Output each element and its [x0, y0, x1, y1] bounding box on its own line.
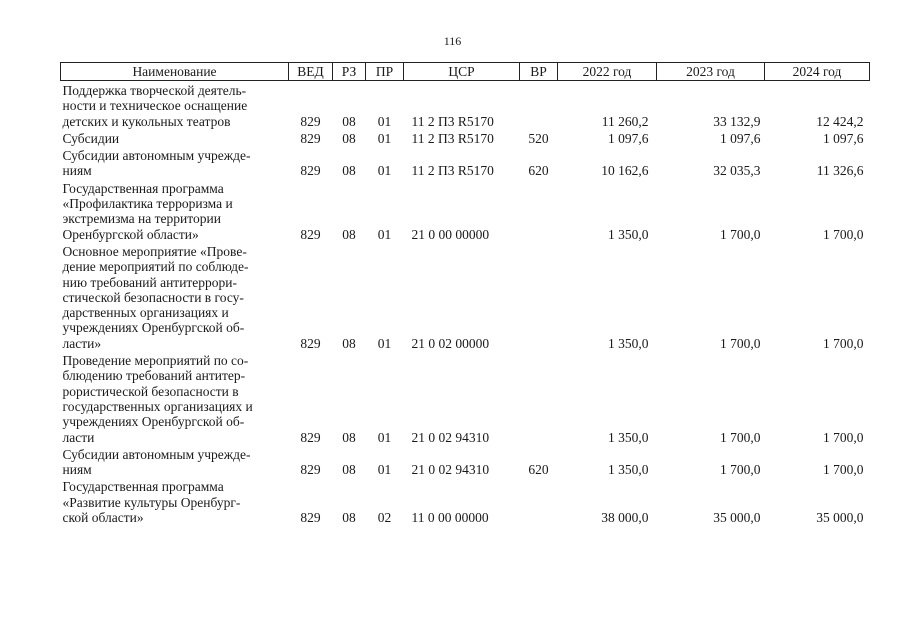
cell-ved: 829	[300, 510, 321, 526]
cell-year-2023: 1 097,6	[720, 130, 761, 146]
name-line: ласти	[62, 429, 95, 445]
cell-csr: 21 0 02 00000	[411, 335, 490, 351]
name-line: стической безопасности в госу-	[62, 289, 244, 305]
table-row	[61, 351, 870, 445]
name-line: экстремизма на территории	[62, 211, 221, 227]
table-row	[61, 242, 870, 351]
cell-csr: 21 0 02 94310	[411, 429, 490, 445]
cell-year-2024: 1 097,6	[823, 130, 864, 146]
cell-vr	[520, 351, 558, 445]
name-line: Проведение мероприятий по со-	[62, 353, 249, 369]
cell-pr: 01	[377, 130, 392, 146]
budget-table	[60, 62, 870, 525]
cell-year-2022: 38 000,0	[601, 510, 649, 526]
cell-year-2023: 32 035,3	[713, 163, 761, 179]
name-line: ниям	[62, 462, 92, 478]
page-number: 116	[443, 34, 462, 48]
name-line: ниям	[62, 163, 92, 179]
cell-name	[61, 242, 289, 351]
header-year-2022: 2022 год	[558, 63, 657, 81]
cell-vr: 620	[528, 163, 549, 179]
cell-pr: 01	[377, 113, 392, 129]
name-line: учреждениях Оренбургской об-	[62, 414, 245, 430]
cell-name	[61, 146, 289, 179]
cell-ved: 829	[300, 462, 321, 478]
name-line: Государственная программа	[62, 180, 224, 196]
cell-vr	[520, 242, 558, 351]
header-rz: РЗ	[333, 63, 366, 81]
name-line: Субсидии	[62, 130, 120, 146]
cell-year-2024: 1 700,0	[823, 226, 864, 242]
cell-csr: 21 0 00 00000	[411, 226, 490, 242]
cell-year-2024: 35 000,0	[816, 510, 864, 526]
table-row	[61, 129, 870, 146]
name-line: Субсидии автономным учрежде-	[62, 148, 251, 164]
cell-name	[61, 445, 289, 478]
header-year-2024: 2024 год	[765, 63, 870, 81]
name-line: нию требований антитеррори-	[62, 274, 238, 290]
header-pr: ПР	[366, 63, 404, 81]
cell-year-2023: 1 700,0	[720, 226, 761, 242]
header-csr: ЦСР	[404, 63, 520, 81]
name-line: государственных организациях и	[62, 398, 253, 414]
cell-vr	[520, 81, 558, 129]
cell-rz: 08	[342, 510, 356, 526]
cell-ved: 829	[300, 335, 321, 351]
cell-year-2022: 1 350,0	[608, 226, 649, 242]
cell-year-2022: 1 097,6	[608, 130, 649, 146]
cell-vr: 520	[528, 130, 549, 146]
cell-name	[61, 179, 289, 242]
cell-pr: 02	[377, 510, 392, 526]
table-row	[61, 146, 870, 179]
name-line: ласти»	[62, 335, 102, 351]
name-line: рористической безопасности в	[62, 383, 239, 399]
cell-ved: 829	[300, 163, 321, 179]
table-row	[61, 81, 870, 129]
name-line: дарственных организациях и	[62, 305, 229, 321]
cell-pr: 01	[377, 163, 392, 179]
cell-vr: 620	[528, 462, 549, 478]
header-vr: ВР	[520, 63, 558, 81]
cell-pr: 01	[377, 429, 392, 445]
cell-year-2024: 1 700,0	[823, 335, 864, 351]
cell-rz: 08	[342, 226, 356, 242]
cell-rz: 08	[342, 429, 356, 445]
cell-rz: 08	[342, 113, 356, 129]
name-line: ности и техническое оснащение	[62, 98, 248, 114]
name-line: «Развитие культуры Оренбург-	[62, 494, 241, 510]
cell-csr: 11 2 П3 R5170	[411, 113, 494, 129]
cell-csr: 11 2 П3 R5170	[411, 163, 494, 179]
cell-year-2023: 1 700,0	[720, 335, 761, 351]
header-ved: ВЕД	[289, 63, 333, 81]
name-line: детских и кукольных театров	[62, 113, 231, 129]
cell-pr: 01	[377, 462, 392, 478]
cell-year-2023: 1 700,0	[720, 462, 761, 478]
cell-year-2023: 35 000,0	[713, 510, 761, 526]
table-row	[61, 445, 870, 478]
cell-rz: 08	[342, 335, 356, 351]
table-header-row	[61, 63, 870, 81]
cell-year-2024: 1 700,0	[823, 462, 864, 478]
cell-pr: 01	[377, 335, 392, 351]
cell-name	[61, 81, 289, 129]
name-line: дение мероприятий по соблюде-	[62, 259, 249, 275]
name-line: блюдению требований антитер-	[62, 368, 246, 384]
cell-year-2022: 1 350,0	[608, 335, 649, 351]
cell-year-2024: 11 326,6	[816, 163, 864, 179]
cell-year-2023: 33 132,9	[713, 113, 761, 129]
name-line: Поддержка творческой деятель-	[62, 83, 247, 98]
cell-ved: 829	[300, 113, 321, 129]
cell-rz: 08	[342, 163, 356, 179]
cell-year-2023: 1 700,0	[720, 429, 761, 445]
name-line: учреждениях Оренбургской об-	[62, 320, 245, 336]
cell-name	[61, 477, 289, 525]
cell-rz: 08	[342, 130, 356, 146]
cell-csr: 11 0 00 00000	[411, 510, 489, 526]
cell-pr: 01	[377, 226, 392, 242]
cell-rz: 08	[342, 462, 356, 478]
name-line: Основное мероприятие «Прове-	[62, 243, 247, 259]
header-name: Наименование	[61, 63, 289, 81]
cell-year-2022: 10 162,6	[601, 163, 649, 179]
cell-ved: 829	[300, 429, 321, 445]
name-line: Государственная программа	[62, 479, 224, 495]
cell-year-2022: 1 350,0	[608, 429, 649, 445]
name-line: «Профилактика терроризма и	[62, 196, 233, 212]
cell-year-2024: 12 424,2	[816, 113, 864, 129]
cell-year-2022: 1 350,0	[608, 462, 649, 478]
cell-vr	[520, 179, 558, 242]
cell-name	[61, 129, 289, 146]
table-row	[61, 477, 870, 525]
cell-ved: 829	[300, 226, 321, 242]
name-line: Субсидии автономным учрежде-	[62, 446, 251, 462]
header-year-2023: 2023 год	[657, 63, 765, 81]
cell-csr: 21 0 02 94310	[411, 462, 490, 478]
cell-year-2022: 11 260,2	[601, 113, 649, 129]
table-row	[61, 179, 870, 242]
cell-csr: 11 2 П3 R5170	[411, 130, 494, 146]
cell-year-2024: 1 700,0	[823, 429, 864, 445]
name-line: Оренбургской области»	[62, 226, 199, 242]
cell-vr	[520, 477, 558, 525]
cell-name	[61, 351, 289, 445]
name-line: ской области»	[62, 510, 144, 526]
cell-ved: 829	[300, 130, 321, 146]
